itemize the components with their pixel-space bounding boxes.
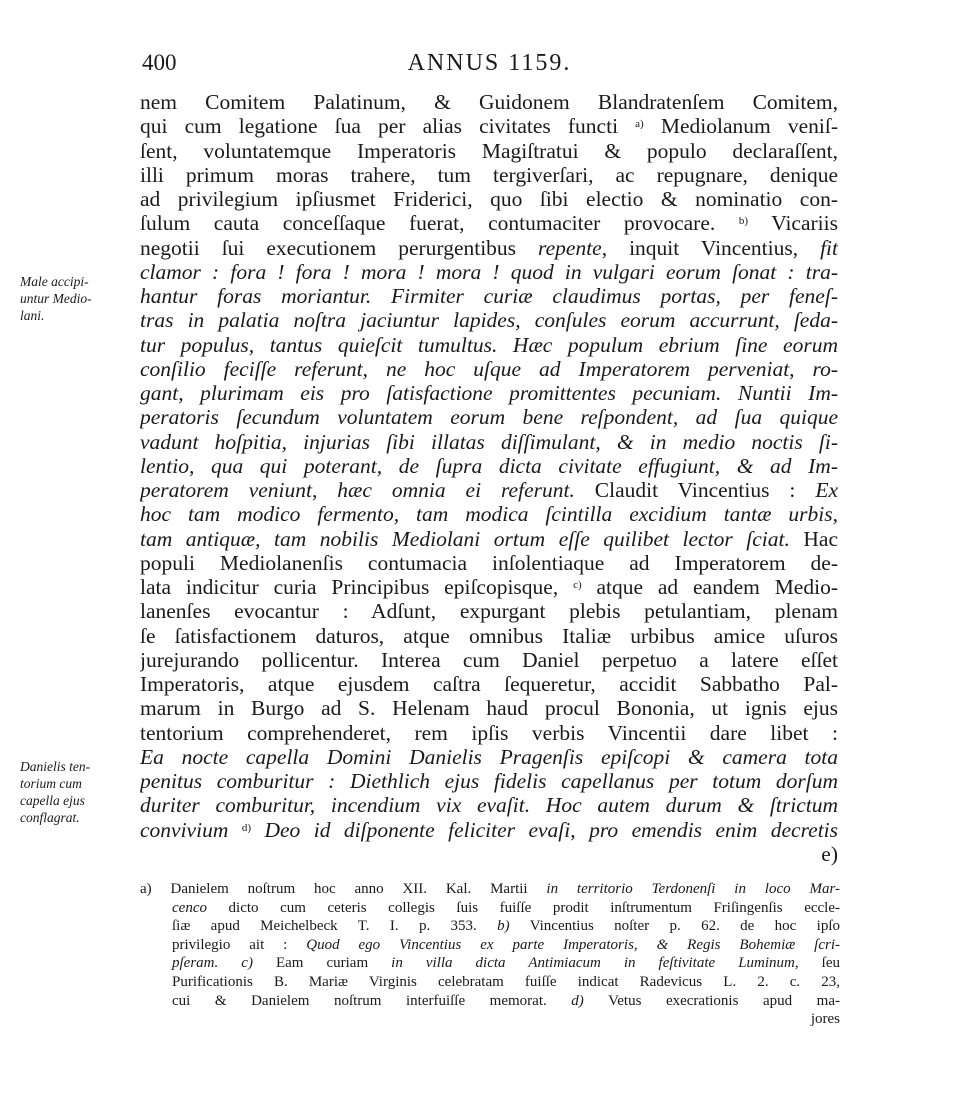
footnotes bbox=[140, 880, 840, 1029]
text-line bbox=[140, 308, 838, 332]
text-line bbox=[140, 793, 838, 817]
margin-note-line: Danielis ten- bbox=[20, 759, 91, 774]
italic-run: clamor : fora ! fora ! mora ! mora ! quod in vulgari eorum ſonat : tra- bbox=[140, 259, 838, 284]
main-text bbox=[140, 90, 838, 866]
text-line: nem Comitem Palatinum, & Guidonem Blandratenſem Comitem, bbox=[140, 90, 838, 114]
italic-run: hantur foras moriantur. Firmiter curiæ claudimus portas, per feneſ- bbox=[140, 284, 838, 308]
italic-run: duriter comburitur, incendium vix evaſit. Hoc autem durum & ſtrictum bbox=[140, 793, 838, 818]
text-line: marum in Burgo ad S. Helenam haud procul Bononia, ut ignis ejus bbox=[140, 696, 838, 721]
margin-note-line: torium cum bbox=[20, 776, 82, 791]
italic-run: peratoris ſecundum voluntatem eorum bene reſpondent, ad ſua quique bbox=[140, 405, 838, 430]
footnote-ref: b) bbox=[738, 215, 749, 228]
italic-run: convivium bbox=[140, 817, 229, 842]
text-line bbox=[140, 769, 838, 793]
italic-run: penitus comburitur : Diethlich ejus fidelis capellanus per totum dorſum bbox=[140, 769, 838, 793]
text-line bbox=[140, 430, 838, 454]
footnote-line: cui & Danielem noſtrum interfuiſſe memorat. d) Vetus execrationis apud ma- bbox=[172, 992, 840, 1009]
text-line bbox=[140, 333, 838, 357]
italic-run: pſeram. bbox=[172, 955, 219, 972]
text-line bbox=[140, 454, 838, 478]
italic-run: c) bbox=[241, 955, 253, 972]
running-head: ANNUS 1159. bbox=[407, 50, 572, 76]
italic-run: d) bbox=[571, 992, 584, 1009]
footnote-ref: c) bbox=[573, 579, 582, 591]
italic-run: tras in palatia noſtra jaciuntur lapides, conſules eorum accurrunt, ſeda- bbox=[140, 308, 838, 333]
footnote-line: pſeram. c) Eam curiam in villa dicta Antimiacum in feſtivitate Luminum, ſeu bbox=[172, 955, 840, 972]
italic-run: fit bbox=[820, 235, 838, 260]
footnote-line: a) Danielem noſtrum hoc anno XII. Kal. Martii in territorio Terdonenſi in loco Mar- bbox=[140, 881, 840, 897]
text-line: ſulum cauta conceſſaque fuerat, contumaciter provocare. $^{b)}$ Vicariis bbox=[140, 211, 838, 236]
text-line: ad privilegium ipſiusmet Friderici, quo ſibi electio & nominatio con- bbox=[140, 187, 838, 211]
margin-note-line: lani. bbox=[20, 308, 45, 323]
text-line: tam antiquæ, tam nobilis Mediolani ortum eſſe quilibet lector ſciat. Hac bbox=[140, 526, 838, 551]
footnote-ref: a) bbox=[635, 118, 644, 131]
page-header bbox=[142, 50, 837, 84]
text-line bbox=[140, 381, 838, 405]
footnote-line: privilegio ait : Quod ego Vincentius ex parte Imperatoris, & Regis Bohemiæ ſcri- bbox=[172, 936, 840, 953]
italic-run: tur populus, tantus quieſcit tumultus. Hæc populum ebrium ſine eorum bbox=[140, 332, 838, 357]
text-line: ſent, voluntatemque Imperatoris Magiſtratui & populo declaraſſent, bbox=[140, 138, 838, 163]
footnote-line: cenco dicto cum ceteris collegis ſuis fuiſſe prodit inſtrumentum Friſingenſis eccle- bbox=[172, 899, 840, 916]
italic-run: in territorio Terdonenſi in loco Mar- bbox=[546, 881, 840, 897]
footnote-line: Purificationis B. Mariæ Virginis celebratam fuiſſe indicat Radevicus L. 2. c. 23, bbox=[172, 973, 840, 990]
italic-run: Deo id diſponente feliciter evaſi, pro emendis enim decretis bbox=[264, 817, 838, 842]
italic-run: conſilio feciſſe referunt, ne hoc uſque ad Imperatorem perveniat, ro- bbox=[140, 356, 838, 381]
italic-run: cenco bbox=[172, 899, 207, 916]
text-line bbox=[140, 284, 838, 308]
text-line: ſe ſatisfactionem daturos, atque omnibus Italiæ urbibus amice uſuros bbox=[140, 623, 838, 648]
text-line: populi Mediolanenſis contumacia inſolentiaque ad Imperatorem de- bbox=[140, 550, 838, 575]
text-line bbox=[140, 357, 838, 381]
margin-note-line: conflagrat. bbox=[20, 810, 80, 825]
margin-note-line: Male accipi- bbox=[20, 274, 89, 289]
text-line: jurejurando pollicentur. Interea cum Daniel perpetuo a latere eſſet bbox=[140, 647, 838, 672]
text-line bbox=[140, 818, 838, 842]
text-line: qui cum legatione ſua per alias civitates functi $^{a)}$ Mediolanum veniſ- bbox=[140, 114, 838, 139]
footnote-ref: d) bbox=[241, 821, 251, 834]
italic-run: hoc tam modico fermento, tam modica ſcintilla excidium tantæ urbis, bbox=[140, 502, 838, 527]
text-line: peratorem veniunt, hæc omnia ei referunt. Claudit Vincentius : Ex bbox=[140, 478, 838, 502]
italic-run: vadunt hoſpitia, injurias ſibi illatas diſſimulant, & in medio noctis ſi- bbox=[140, 429, 838, 454]
italic-run: gant, plurimam eis pro ſatisfactione promittentes pecuniam. Nuntii Im- bbox=[140, 381, 838, 405]
italic-run: b) bbox=[497, 918, 510, 935]
text-line: e) bbox=[821, 841, 838, 866]
text-line: lata indicitur curia Principibus epiſcopisque, $^{c)}$ atque ad eandem Medio- bbox=[140, 575, 838, 599]
margin-note-line: capella ejus bbox=[20, 793, 85, 808]
margin-note-male-accipiuntur bbox=[20, 273, 132, 324]
page-number: 400 bbox=[142, 50, 177, 75]
margin-note-danielis-tentorium bbox=[20, 758, 132, 826]
text-line bbox=[140, 405, 838, 429]
italic-run: Ex bbox=[815, 478, 838, 502]
footnote-line: ſiæ apud Meichelbeck T. I. p. 353. b) Vincentius noſter p. 62. de hoc ipſo bbox=[172, 918, 840, 935]
text-line bbox=[140, 502, 838, 526]
italic-run: peratorem veniunt, hæc omnia ei referunt. bbox=[140, 478, 575, 502]
italic-run: lentio, qua qui poterant, de ſupra dicta civitate effugiunt, & ad Im- bbox=[140, 453, 838, 478]
italic-run: Quod ego Vincentius ex parte Imperatoris, & Regis Bohemiæ ſcri- bbox=[306, 936, 840, 953]
footnote-line: jores bbox=[810, 1011, 840, 1028]
margin-note-line: untur Medio- bbox=[20, 291, 92, 306]
text-line: tentorium comprehenderet, rem ipſis verbis Vincentii dare libet : bbox=[140, 720, 838, 745]
italic-run: in villa dicta Antimiacum in feſtivitate Luminum bbox=[391, 955, 795, 972]
italic-run: tam antiquæ, tam nobilis Mediolani ortum eſſe quilibet lector ſciat. bbox=[140, 526, 790, 551]
text-line: lanenſes evocantur : Adſunt, expurgant plebis petulantiam, plenam bbox=[140, 599, 838, 624]
text-line bbox=[140, 260, 838, 284]
text-line bbox=[140, 745, 838, 769]
italic-run: repente bbox=[538, 235, 602, 260]
text-line: illi primum moras trahere, tum tergiverſari, ac repugnare, denique bbox=[140, 162, 838, 187]
italic-run: Ea nocte capella Domini Danielis Pragenſis epiſcopi & camera tota bbox=[140, 744, 838, 769]
text-line: negotii ſui executionem perurgentibus repente, inquit Vincentius, fit bbox=[140, 235, 838, 260]
text-line: Imperatoris, atque ejusdem caſtra ſequeretur, accidit Sabbatho Pal- bbox=[140, 672, 838, 696]
